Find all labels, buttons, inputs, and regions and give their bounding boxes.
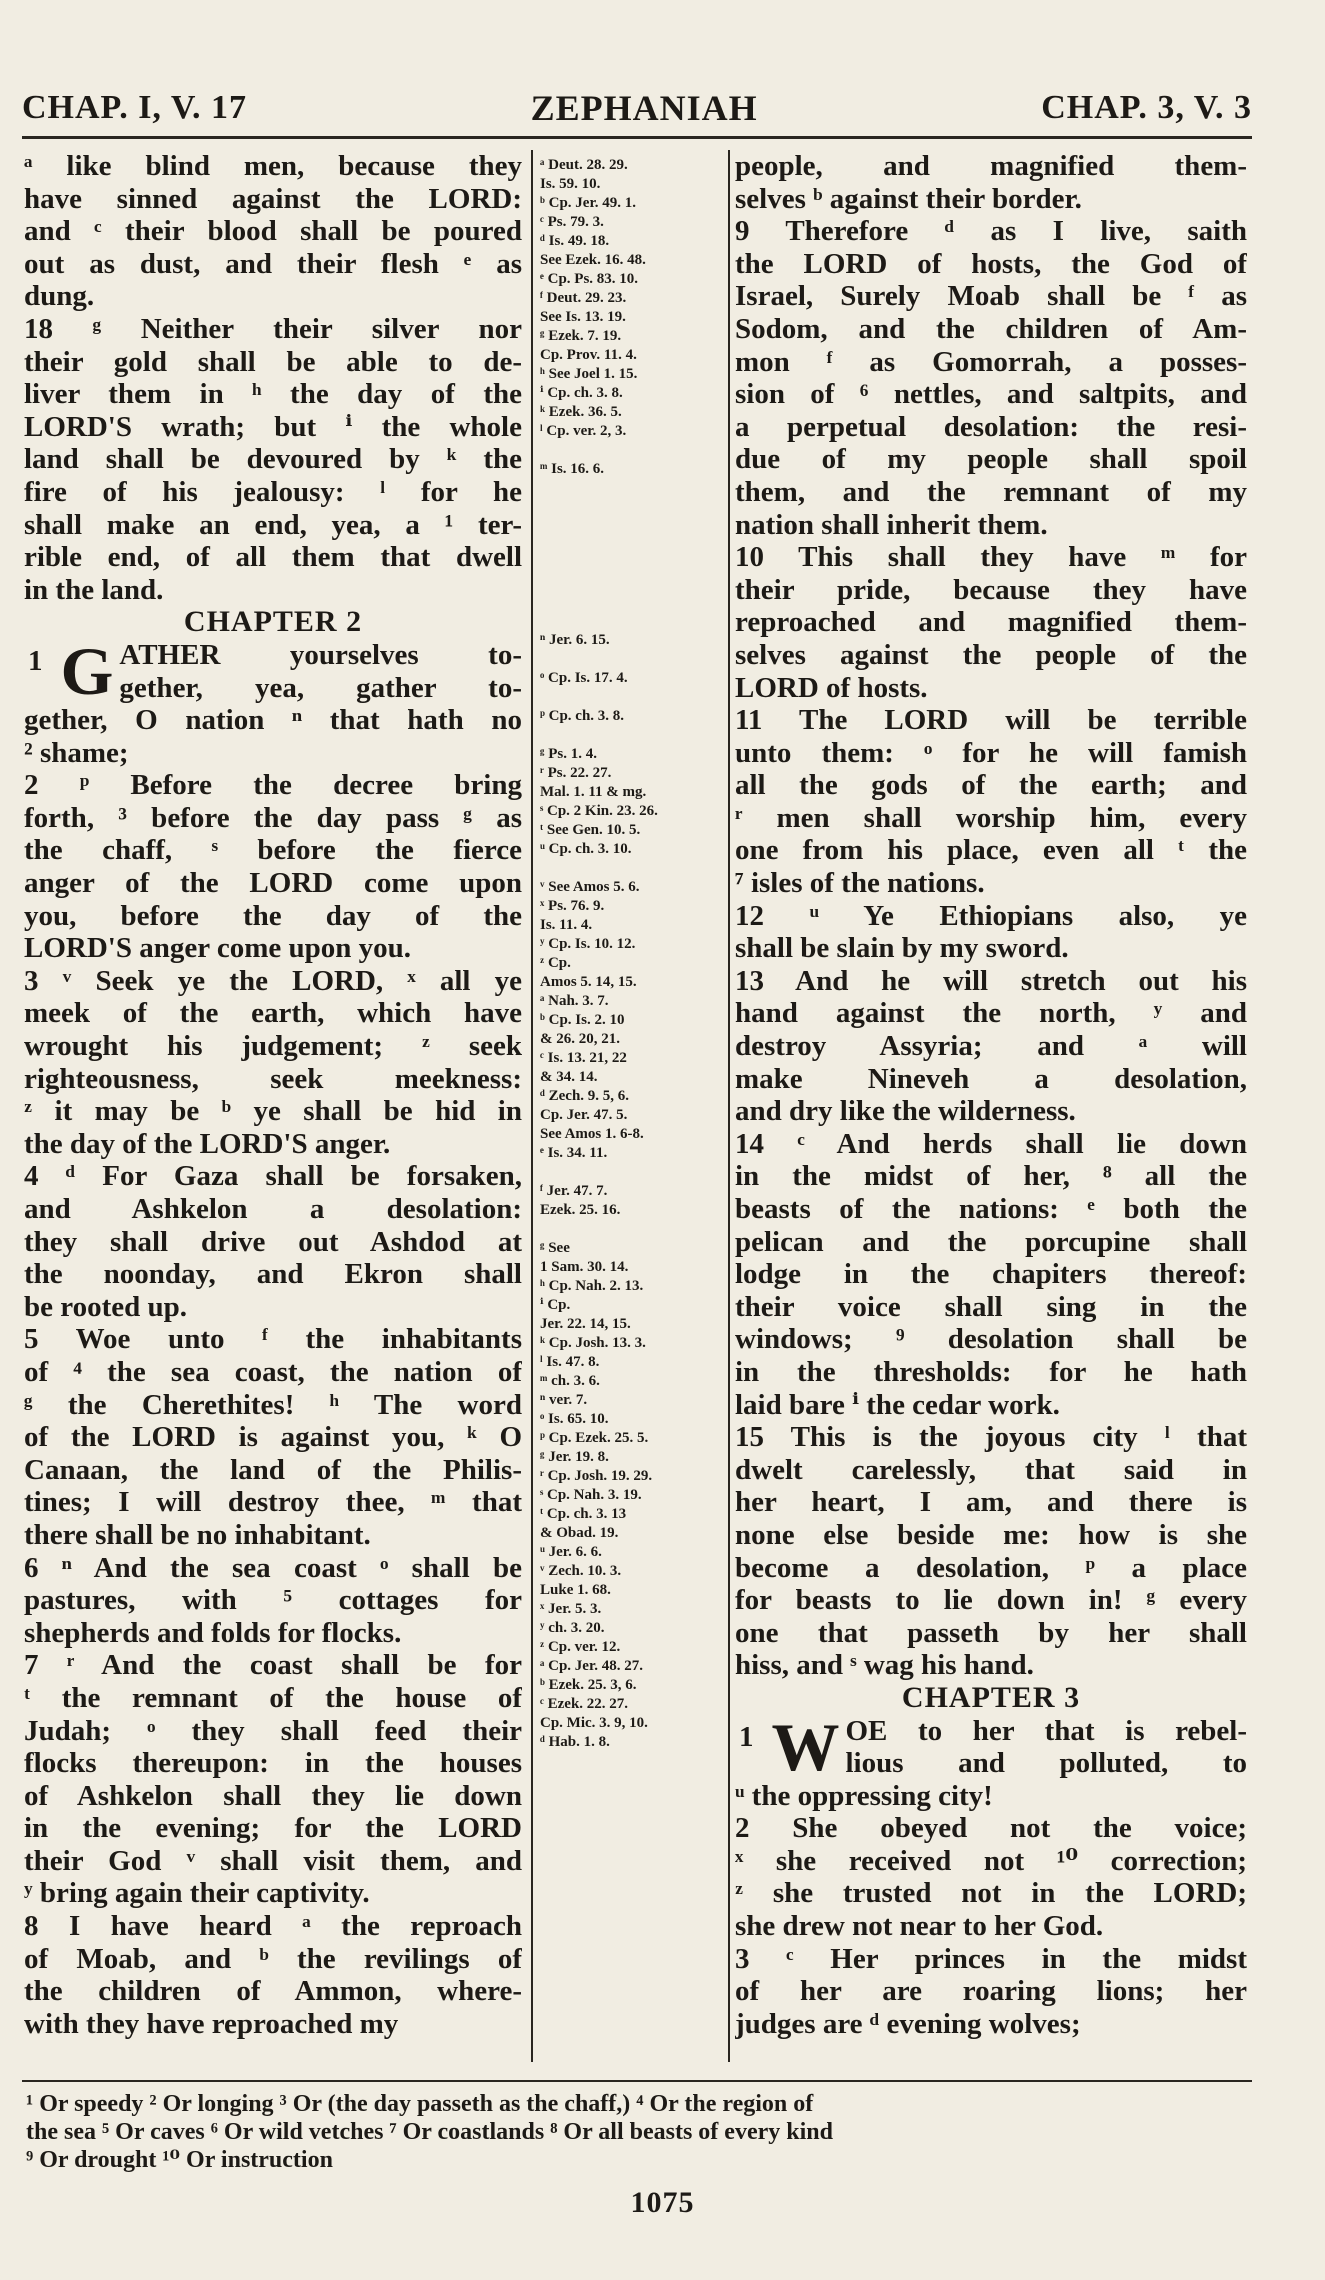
text-line: land shall be devoured by ᵏ the <box>24 443 522 476</box>
text-line: of Ashkelon shall they lie down <box>24 1779 522 1812</box>
text-line: ᵘ the oppressing city! <box>735 1779 993 1812</box>
text-line: 12 ᵘ Ye Ethiopians also, ye <box>735 899 1247 932</box>
cross-reference: See Amos 1. 6-8. <box>540 1126 644 1142</box>
cross-reference: ᵃ Cp. Jer. 48. 27. <box>540 1658 643 1674</box>
text-line: people, and magnified them- <box>735 150 1247 182</box>
text-line: 18 ᵍ Neither their silver nor <box>24 312 522 345</box>
cross-reference: ᵃ Nah. 3. 7. <box>540 993 609 1009</box>
cross-reference-column <box>540 156 728 2056</box>
text-line: none else beside me: how is she <box>735 1518 1247 1551</box>
cross-reference: & Obad. 19. <box>540 1525 619 1541</box>
cross-reference: ᵈ Zech. 9. 5, 6. <box>540 1088 630 1104</box>
text-line: gether, O nation ⁿ that hath no <box>24 704 522 737</box>
ref-spacer <box>540 574 728 593</box>
cross-reference: Ezek. 25. 16. <box>540 1202 621 1218</box>
text-line: their gold shall be able to de- <box>24 345 522 378</box>
cross-reference: ᵇ Cp. Is. 2. 10 <box>540 1012 625 1028</box>
footnote-line: the sea ⁵ Or caves ⁶ Or wild vetches ⁷ Or coastlands ⁸ Or all beasts of every kind <box>26 2119 833 2145</box>
text-line: 7 ʳ And the coast shall be for <box>24 1649 522 1682</box>
text-line: ᵃ like blind men, because they <box>24 150 522 182</box>
text-line: and Ashkelon a desolation: <box>24 1193 522 1225</box>
footnote-rule <box>22 2080 1252 2082</box>
text-line: you, before the day of the <box>24 899 522 932</box>
text-line: their God ᵛ shall visit them, and <box>24 1844 522 1877</box>
cross-reference: ᵍ Ezek. 7. 19. <box>540 328 622 344</box>
cross-reference: ⁱ Cp. ch. 3. 8. <box>540 385 623 401</box>
cross-reference: ᶻ Cp. ver. 12. <box>540 1639 621 1655</box>
text-line: ᵗ the remnant of the house of <box>24 1681 522 1714</box>
text-line: reproached and magnified them- <box>735 606 1247 639</box>
text-line: selves ᵇ against their border. <box>735 182 1082 215</box>
text-line: 2 ᵖ Before the decree bring <box>24 769 522 802</box>
cross-reference: ᵃ Deut. 28. 29. <box>540 157 628 173</box>
text-line: gether, yea, gather to- <box>119 671 522 704</box>
right-text-column <box>735 150 1247 2065</box>
text-line: Sodom, and the children of Am- <box>735 312 1247 345</box>
text-line: beasts of the nations: ᵉ both the <box>735 1193 1247 1225</box>
text-line: lious and polluted, to <box>845 1747 1247 1780</box>
text-line: ᶻ she trusted not in the LORD; <box>735 1877 1247 1910</box>
cross-reference: Luke 1. 68. <box>540 1582 611 1598</box>
text-line: 13 And he will stretch out his <box>735 964 1247 997</box>
cross-reference: ˢ Cp. Nah. 3. 19. <box>540 1487 642 1503</box>
text-line: mon ᶠ as Gomorrah, a posses- <box>735 345 1247 378</box>
text-line: righteousness, seek meekness: <box>24 1062 522 1095</box>
text-line: the LORD of hosts, the God of <box>735 247 1247 280</box>
ref-spacer <box>540 593 728 612</box>
page-number: 1075 <box>630 2186 695 2219</box>
footnote-line: ¹ Or speedy ² Or longing ³ Or (the day passeth as the chaff,) ⁴ Or the region of <box>26 2091 814 2117</box>
cross-reference: See Ezek. 16. 48. <box>540 252 646 268</box>
cross-reference: ᵛ See Amos 5. 6. <box>540 879 640 895</box>
text-line: their voice shall sing in the <box>735 1290 1247 1323</box>
ref-spacer <box>540 536 728 555</box>
text-line: rible end, of all them that dwell <box>24 541 522 574</box>
text-line: ⁷ isles of the nations. <box>735 867 985 900</box>
cross-reference: Cp. Jer. 47. 5. <box>540 1107 628 1123</box>
text-line: laid bare ⁱ the cedar work. <box>735 1388 1060 1421</box>
cross-reference: ᵘ Cp. ch. 3. 10. <box>540 841 632 857</box>
cross-reference: ᵐ Is. 16. 6. <box>540 461 605 477</box>
cross-reference: ᵍ Ps. 1. 4. <box>540 746 597 762</box>
text-line: nation shall inherit them. <box>735 508 1048 541</box>
cross-reference: ᶜ Ezek. 22. 27. <box>540 1696 629 1712</box>
text-line: 10 This shall they have ᵐ for <box>735 541 1247 574</box>
text-line: Judah; ᵒ they shall feed their <box>24 1714 522 1747</box>
cross-reference: ᵖ Cp. Ezek. 25. 5. <box>540 1430 649 1446</box>
text-line: hiss, and ˢ wag his hand. <box>735 1649 1034 1682</box>
cross-reference: ʰ See Joel 1. 15. <box>540 366 638 382</box>
text-line: shall be slain by my sword. <box>735 932 1069 965</box>
ref-spacer <box>540 1163 728 1182</box>
cross-reference: ˣ Jer. 5. 3. <box>540 1601 602 1617</box>
cross-reference: & 26. 20, 21. <box>540 1031 620 1047</box>
text-line: ATHER yourselves to- <box>119 638 522 671</box>
cross-reference: ⁱ Cp. <box>540 1297 571 1313</box>
text-line: pelican and the porcupine shall <box>735 1225 1247 1258</box>
text-line: dwelt carelessly, that said in <box>735 1453 1247 1486</box>
text-line: have sinned against the LORD: <box>24 182 522 215</box>
cross-reference: ᵏ Ezek. 36. 5. <box>540 404 622 420</box>
text-line: for beasts to lie down in! ᵍ every <box>735 1584 1247 1617</box>
ref-spacer <box>540 555 728 574</box>
cross-reference: ʸ Cp. Is. 10. 12. <box>540 936 636 952</box>
column-divider-right <box>728 150 730 2062</box>
cross-reference: ᶜ Ps. 79. 3. <box>540 214 604 230</box>
verse-number: 1 <box>28 644 43 677</box>
cross-reference: ᵍ See <box>540 1240 570 1256</box>
text-line: hand against the north, ʸ and <box>735 997 1247 1030</box>
text-line: 2 She obeyed not the voice; <box>735 1812 1247 1845</box>
text-line: OE to her that is rebel- <box>845 1714 1247 1747</box>
cross-reference: ˣ Ps. 76. 9. <box>540 898 605 914</box>
text-line: the chaff, ˢ before the fierce <box>24 834 522 867</box>
footnotes <box>26 2090 1252 2174</box>
ref-spacer <box>540 479 728 498</box>
cross-reference: ᵇ Ezek. 25. 3, 6. <box>540 1677 637 1693</box>
chapter-heading: CHAPTER 3 <box>901 1681 1081 1714</box>
text-line: their pride, because they have <box>735 573 1247 606</box>
text-line: 15 This is the joyous city ˡ that <box>735 1421 1247 1454</box>
ref-spacer <box>540 726 728 745</box>
cross-reference: 1 Sam. 30. 14. <box>540 1259 629 1275</box>
text-line: ᵍ the Cherethites! ʰ The word <box>24 1388 522 1421</box>
cross-reference: ᵉ Is. 34. 11. <box>540 1145 608 1161</box>
cross-reference: ʳ Cp. Josh. 19. 29. <box>540 1468 653 1484</box>
cross-reference: ᵗ See Gen. 10. 5. <box>540 822 641 838</box>
ref-spacer <box>540 859 728 878</box>
ref-spacer <box>540 517 728 536</box>
text-line: the day of the LORD'S anger. <box>24 1127 391 1160</box>
cross-reference: ⁿ ver. 7. <box>540 1392 588 1408</box>
text-line: in the thresholds: for he hath <box>735 1355 1247 1388</box>
cross-reference: See Is. 13. 19. <box>540 309 626 325</box>
text-line: of the LORD is against you, ᵏ O <box>24 1421 522 1454</box>
cross-reference: Jer. 22. 14, 15. <box>540 1316 631 1332</box>
cross-reference: ᵏ Cp. Josh. 13. 3. <box>540 1335 646 1351</box>
cross-reference: ᶠ Jer. 47. 7. <box>540 1183 608 1199</box>
ref-spacer <box>540 688 728 707</box>
text-line: Canaan, the land of the Philis- <box>24 1453 522 1486</box>
verse-number: 1 <box>739 1720 754 1753</box>
text-line: lodge in the chapiters thereof: <box>735 1258 1247 1291</box>
text-line: a perpetual desolation: the resi- <box>735 410 1247 443</box>
text-line: anger of the LORD come upon <box>24 867 522 900</box>
cross-reference: & 34. 14. <box>540 1069 598 1085</box>
text-line: ˣ she received not ¹⁰ correction; <box>735 1844 1247 1877</box>
book-title: ZEPHANIAH <box>530 88 758 128</box>
cross-reference: ᵈ Is. 49. 18. <box>540 233 610 249</box>
cross-reference: Cp. Prov. 11. 4. <box>540 347 637 363</box>
cross-reference: ᵗ Cp. ch. 3. 13 <box>540 1506 627 1522</box>
text-line: 14 ᶜ And herds shall lie down <box>735 1127 1247 1160</box>
text-line: 5 Woe unto ᶠ the inhabitants <box>24 1323 522 1356</box>
drop-cap: G <box>60 632 114 709</box>
cross-reference: ᵐ ch. 3. 6. <box>540 1373 600 1389</box>
header-left-reference: CHAP. I, V. 17 <box>22 89 247 126</box>
cross-reference: ᵖ Cp. ch. 3. 8. <box>540 708 625 724</box>
header-rule <box>22 136 1252 139</box>
text-line: there shall be no inhabitant. <box>24 1518 371 1551</box>
text-line: 8 I have heard ᵃ the reproach <box>24 1910 522 1943</box>
text-line: pastures, with ⁵ cottages for <box>24 1584 522 1617</box>
text-line: with they have reproached my <box>24 2007 399 2040</box>
ref-spacer <box>540 1220 728 1239</box>
text-line: ² shame; <box>24 736 129 769</box>
cross-reference: ᶜ Is. 13. 21, 22 <box>540 1050 627 1066</box>
ref-spacer <box>540 612 728 631</box>
text-line: meek of the earth, which have <box>24 997 522 1030</box>
cross-reference: ᵒ Is. 65. 10. <box>540 1411 609 1427</box>
text-line: Israel, Surely Moab shall be ᶠ as <box>735 280 1247 313</box>
text-line: her heart, I am, and there is <box>735 1486 1247 1519</box>
drop-cap: W <box>771 1708 840 1785</box>
text-line: and ᶜ their blood shall be poured <box>24 215 522 248</box>
cross-reference: Cp. Mic. 3. 9, 10. <box>540 1715 648 1731</box>
chapter-opening <box>24 632 522 709</box>
text-line: the children of Ammon, where- <box>24 1975 522 2008</box>
cross-reference: ᵈ Hab. 1. 8. <box>540 1734 610 1750</box>
text-line: them, and the remnant of my <box>735 475 1247 508</box>
text-line: the noonday, and Ekron shall <box>24 1258 522 1291</box>
footnote-line: ⁹ Or drought ¹⁰ Or instruction <box>26 2147 333 2173</box>
text-line: become a desolation, ᵖ a place <box>735 1551 1247 1584</box>
text-line: destroy Assyria; and ᵃ will <box>735 1030 1247 1063</box>
text-line: 11 The LORD will be terrible <box>735 704 1247 737</box>
cross-reference: ᵛ Zech. 10. 3. <box>540 1563 622 1579</box>
text-line: one that passeth by her shall <box>735 1616 1247 1649</box>
running-header <box>22 78 1252 138</box>
text-line: in the midst of her, ⁸ all the <box>735 1160 1247 1193</box>
text-line: selves against the people of the <box>735 638 1247 671</box>
text-line: she drew not near to her God. <box>735 1910 1104 1943</box>
text-line: of ⁴ the sea coast, the nation of <box>24 1355 522 1388</box>
cross-reference: ˡ Cp. ver. 2, 3. <box>540 423 627 439</box>
text-line: sion of ⁶ nettles, and saltpits, and <box>735 378 1247 411</box>
chapter-heading: CHAPTER 2 <box>183 606 363 639</box>
text-line: shepherds and folds for flocks. <box>24 1616 402 1649</box>
cross-reference: ʰ Cp. Nah. 2. 13. <box>540 1278 644 1294</box>
text-line: in the land. <box>24 573 164 606</box>
cross-reference: ᵘ Jer. 6. 6. <box>540 1544 602 1560</box>
cross-reference: Is. 11. 4. <box>540 917 593 933</box>
text-line: forth, ³ before the day pass ᵍ as <box>24 801 522 834</box>
text-line: be rooted up. <box>24 1290 188 1323</box>
text-line: unto them: ᵒ for he will famish <box>735 736 1247 769</box>
text-line: all the gods of the earth; and <box>735 769 1247 802</box>
text-line: LORD'S wrath; but ⁱ the whole <box>24 410 522 443</box>
cross-reference: ʸ ch. 3. 20. <box>540 1620 605 1636</box>
ref-spacer <box>540 498 728 517</box>
cross-reference: ˢ Cp. 2 Kin. 23. 26. <box>540 803 658 819</box>
text-line: in the evening; for the LORD <box>24 1812 522 1845</box>
column-divider-left <box>531 150 533 2062</box>
cross-reference: ᵇ Cp. Jer. 49. 1. <box>540 195 636 211</box>
cross-reference: ᵍ Jer. 19. 8. <box>540 1449 609 1465</box>
ref-spacer <box>540 441 728 460</box>
text-line: liver them in ʰ the day of the <box>24 378 522 411</box>
text-line: they shall drive out Ashdod at <box>24 1225 522 1258</box>
text-line: ʳ men shall worship him, every <box>735 801 1247 834</box>
cross-reference: ᶠ Deut. 29. 23. <box>540 290 627 306</box>
text-line: fire of his jealousy: ˡ for he <box>24 475 522 508</box>
cross-reference: ᶻ Cp. <box>540 955 571 971</box>
cross-reference: ʳ Ps. 22. 27. <box>540 765 612 781</box>
text-line: flocks thereupon: in the houses <box>24 1747 522 1780</box>
text-line: LORD of hosts. <box>735 671 928 704</box>
text-line: 4 ᵈ For Gaza shall be forsaken, <box>24 1160 522 1193</box>
text-line: due of my people shall spoil <box>735 443 1247 476</box>
text-line: and dry like the wilderness. <box>735 1095 1076 1128</box>
cross-reference: ᵉ Cp. Ps. 83. 10. <box>540 271 639 287</box>
text-line: of Moab, and ᵇ the revilings of <box>24 1942 522 1975</box>
text-line: 3 ᶜ Her princes in the midst <box>735 1942 1247 1975</box>
ref-spacer <box>540 650 728 669</box>
text-line: one from his place, even all ᵗ the <box>735 834 1247 867</box>
text-line: ᶻ it may be ᵇ ye shall be hid in <box>24 1095 522 1128</box>
cross-reference: Amos 5. 14, 15. <box>540 974 637 990</box>
text-line: dung. <box>24 280 95 313</box>
text-line: windows; ⁹ desolation shall be <box>735 1323 1247 1356</box>
cross-reference: ᵒ Cp. Is. 17. 4. <box>540 670 628 686</box>
text-line: LORD'S anger come upon you. <box>24 932 411 965</box>
text-line: make Nineveh a desolation, <box>735 1062 1247 1095</box>
left-text-column <box>24 150 522 2065</box>
text-line: 6 ⁿ And the sea coast ᵒ shall be <box>24 1551 522 1584</box>
text-line: 9 Therefore ᵈ as I live, saith <box>735 215 1247 248</box>
header-right-reference: CHAP. 3, V. 3 <box>1041 89 1252 126</box>
text-line: judges are ᵈ evening wolves; <box>735 2007 1081 2040</box>
text-line: 3 ᵛ Seek ye the LORD, ˣ all ye <box>24 964 522 997</box>
text-line: of her are roaring lions; her <box>735 1975 1247 2008</box>
text-line: shall make an end, yea, a ¹ ter- <box>24 508 522 541</box>
text-line: tines; I will destroy thee, ᵐ that <box>24 1486 522 1519</box>
cross-reference: ˡ Is. 47. 8. <box>540 1354 600 1370</box>
cross-reference: Is. 59. 10. <box>540 176 601 192</box>
text-line: wrought his judgement; ᶻ seek <box>24 1030 522 1063</box>
text-line: ʸ bring again their captivity. <box>24 1877 370 1910</box>
chapter-opening <box>735 1708 1247 1785</box>
text-line: out as dust, and their flesh ᵉ as <box>24 247 522 280</box>
cross-reference: Mal. 1. 11 & mg. <box>540 784 647 800</box>
cross-reference: ⁿ Jer. 6. 15. <box>540 632 610 648</box>
